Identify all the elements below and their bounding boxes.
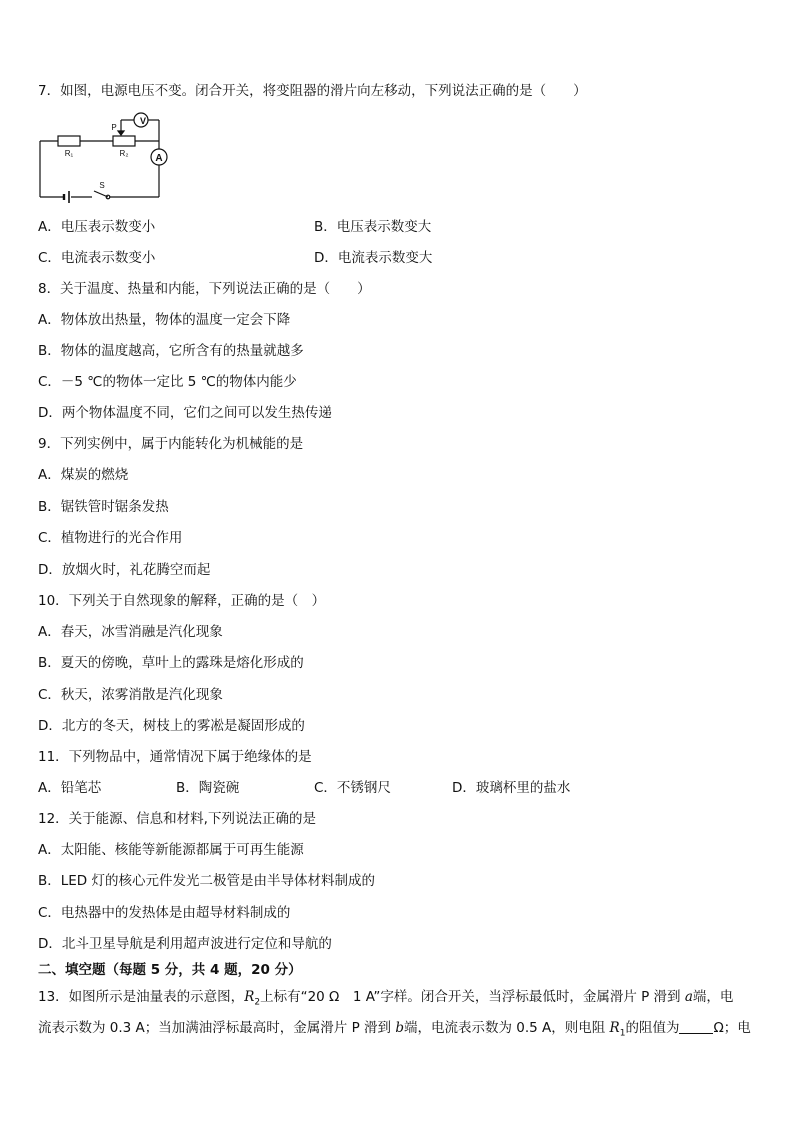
q13-r1-subscript: 1 bbox=[619, 1028, 626, 1039]
q13-line-1 bbox=[38, 988, 733, 1012]
q7-stem: 7．如图，电源电压不变。闭合开关，将变阻器的滑片向左移动，下列说法正确的是（ ） bbox=[38, 83, 587, 99]
q13-text: 端，电 bbox=[692, 989, 734, 1005]
q10-option-c: C．秋天，浓雾消散是汽化现象 bbox=[38, 687, 223, 703]
q10-option-b: B．夏天的傍晚，草叶上的露珠是熔化形成的 bbox=[38, 655, 304, 671]
q9-stem: 9．下列实例中，属于内能转化为机械能的是 bbox=[38, 436, 304, 452]
q13-r2-subscript: 2 bbox=[254, 997, 261, 1008]
q10-option-a: A．春天，冰雪消融是汽化现象 bbox=[38, 624, 223, 640]
q13-text: 13．如图所示是油量表的示意图， bbox=[38, 989, 245, 1005]
q11-option-d: D．玻璃杯里的盐水 bbox=[452, 780, 571, 796]
q11-stem: 11．下列物品中，通常情况下属于绝缘体的是 bbox=[38, 749, 312, 765]
q13-r2-symbol: R bbox=[244, 989, 255, 1005]
r2-label: R₂ bbox=[119, 149, 129, 158]
q10-option-d: D．北方的冬天，树枝上的雾凇是凝固形成的 bbox=[38, 718, 305, 734]
q13-line-2 bbox=[38, 1019, 751, 1043]
q7-option-b: B．电压表示数变大 bbox=[314, 219, 432, 235]
slider-label: P bbox=[111, 123, 117, 132]
q13-text: 端，电流表示数为 0.5 A，则电阻 bbox=[403, 1020, 610, 1036]
q9-option-c: C．植物进行的光合作用 bbox=[38, 530, 183, 546]
q13-end-a: a bbox=[684, 989, 693, 1005]
q7-option-c: C．电流表示数变小 bbox=[38, 250, 156, 266]
r1-label: R₁ bbox=[64, 149, 74, 158]
q9-option-b: B．锯铁管时锯条发热 bbox=[38, 499, 169, 515]
q13-text: 上标有“20 Ω 1 A”字样。闭合开关，当浮标最低时，金属滑片 P 滑到 bbox=[260, 989, 685, 1005]
q13-text: 流表示数为 0.3 A；当加满油浮标最高时，金属滑片 P 滑到 bbox=[38, 1020, 396, 1036]
q12-option-d: D．北斗卫星导航是利用超声波进行定位和导航的 bbox=[38, 936, 332, 952]
q11-option-b: B．陶瓷碗 bbox=[176, 780, 240, 796]
ammeter-label: A bbox=[155, 153, 163, 164]
q11-option-a: A．铅笔芯 bbox=[38, 780, 102, 796]
q8-option-d: D．两个物体温度不同，它们之间可以发生热传递 bbox=[38, 405, 332, 421]
q9-option-a: A．煤炭的燃烧 bbox=[38, 467, 129, 483]
q13-end-b: b bbox=[395, 1020, 404, 1036]
q8-option-a: A．物体放出热量，物体的温度一定会下降 bbox=[38, 312, 291, 328]
q12-option-a: A．太阳能、核能等新能源都属于可再生能源 bbox=[38, 842, 304, 858]
q10-stem: 10．下列关于自然现象的解释，正确的是（ ） bbox=[38, 593, 326, 609]
circuit-diagram bbox=[36, 108, 176, 208]
q8-stem: 8．关于温度、热量和内能，下列说法正确的是（ ） bbox=[38, 281, 371, 297]
section-title: 二、填空题（每题 5 分，共 4 题，20 分） bbox=[38, 962, 302, 978]
voltmeter-label: V bbox=[139, 116, 147, 126]
q12-option-b: B．LED 灯的核心元件发光二极管是由半导体材料制成的 bbox=[38, 873, 375, 889]
q13-text: Ω；电 bbox=[713, 1020, 751, 1036]
q13-r1-symbol: R bbox=[609, 1020, 620, 1036]
q8-option-c: C．－5 ℃的物体一定比 5 ℃的物体内能少 bbox=[38, 374, 297, 390]
q8-option-b: B．物体的温度越高，它所含有的热量就越多 bbox=[38, 343, 304, 359]
q7-option-d: D．电流表示数变大 bbox=[314, 250, 433, 266]
switch-label: S bbox=[99, 181, 105, 190]
q12-stem: 12．关于能源、信息和材料,下列说法正确的是 bbox=[38, 811, 316, 827]
q11-option-c: C．不锈钢尺 bbox=[314, 780, 391, 796]
q7-option-a: A．电压表示数变小 bbox=[38, 219, 156, 235]
q9-option-d: D．放烟火时，礼花腾空而起 bbox=[38, 562, 211, 578]
resistor-r1 bbox=[58, 136, 80, 146]
resistor-r2 bbox=[113, 136, 135, 146]
answer-blank[interactable] bbox=[679, 1019, 713, 1034]
q13-text: 的阻值为 bbox=[625, 1020, 680, 1036]
q12-option-c: C．电热器中的发热体是由超导材料制成的 bbox=[38, 905, 291, 921]
